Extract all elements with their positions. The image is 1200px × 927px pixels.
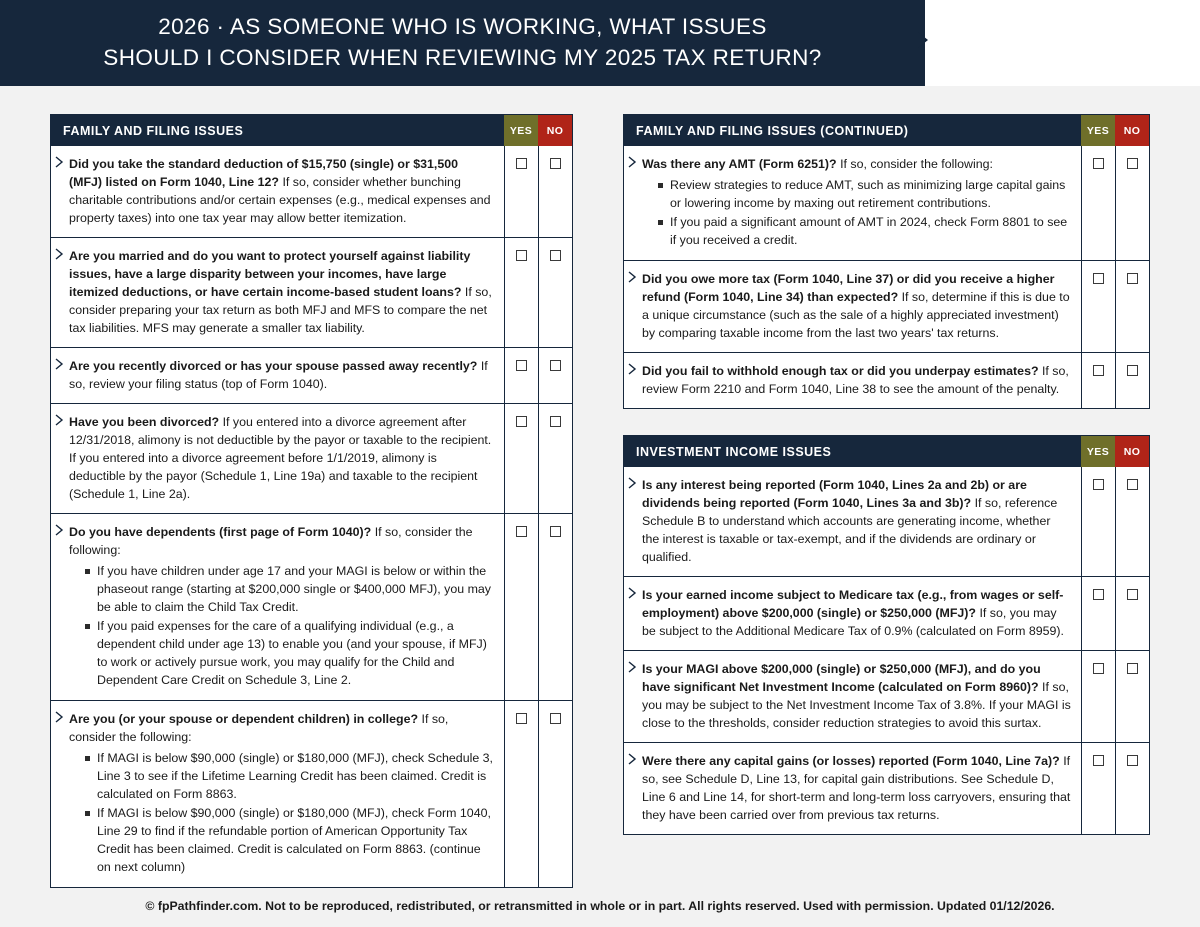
yes-checkbox[interactable] bbox=[1093, 273, 1104, 284]
yes-checkbox[interactable] bbox=[1093, 589, 1104, 600]
no-checkbox[interactable] bbox=[550, 360, 561, 371]
checklist-row bbox=[624, 467, 1149, 577]
footer-disclaimer: © fpPathfinder.com. Not to be reproduced, redistributed, or retransmitted in whole or in part. All rights reserved. Used with permission. Updated 01/12/2026. bbox=[145, 899, 1055, 913]
row-question: Are you (or your spouse or dependent children) in college? bbox=[69, 712, 422, 726]
column-header-no: NO bbox=[1115, 436, 1149, 467]
no-checkbox[interactable] bbox=[1127, 589, 1138, 600]
row-content bbox=[51, 701, 504, 887]
checklist-row bbox=[624, 743, 1149, 834]
row-answer: If so, review your filing status (top of Form 1040). bbox=[69, 359, 488, 391]
row-bullet-list bbox=[69, 562, 494, 689]
no-checkbox[interactable] bbox=[550, 416, 561, 427]
checklist-row bbox=[624, 261, 1149, 353]
checklist-row bbox=[624, 577, 1149, 651]
no-checkbox[interactable] bbox=[550, 526, 561, 537]
row-answer: If so, consider preparing your tax return as both MFJ and MFS to compare the net tax liabilities. MFS may generate a smaller tax liability. bbox=[69, 285, 492, 335]
chevron-right-icon bbox=[55, 711, 64, 723]
row-question: Is your MAGI above $200,000 (single) or $250,000 (MFJ), and do you have significant Net Investment Income (calculated on Form 8960)? bbox=[642, 662, 1043, 694]
row-bullet-item: Review strategies to reduce AMT, such as minimizing large capital gains or lowering income by maxing out retirement contributions. bbox=[658, 176, 1071, 212]
no-checkbox[interactable] bbox=[550, 713, 561, 724]
chevron-right-icon bbox=[628, 271, 637, 283]
row-answer: If so, review Form 2210 and Form 1040, Line 38 to see the amount of the penalty. bbox=[642, 364, 1069, 396]
row-content bbox=[624, 651, 1081, 742]
row-answer: If you entered into a divorce agreement after 12/31/2018, alimony is not deductible by the payor or taxable to the recipient. If you entered into a divorce agreement before 1/1/2019, alimony is deductible by the payor (Schedule 1, Line 19a) and taxable to the recipient (Schedule 1, Line 2a). bbox=[69, 415, 492, 501]
left-column bbox=[50, 114, 573, 914]
row-bullet-item: If MAGI is below $90,000 (single) or $180,000 (MFJ), check Form 1040, Line 29 to find if the refundable portion of American Opportunity Tax Credit has been claimed. Credit is calculated on Form 8863. (continue on next column) bbox=[85, 804, 494, 876]
yes-checkbox[interactable] bbox=[516, 713, 527, 724]
chevron-right-icon bbox=[55, 414, 64, 426]
row-answer: If so, consider the following: bbox=[69, 525, 473, 557]
yes-cell[interactable] bbox=[504, 238, 538, 347]
chevron-right-icon bbox=[628, 156, 637, 168]
column-header-yes: YES bbox=[1081, 115, 1115, 146]
row-content bbox=[51, 348, 504, 403]
row-answer: If so, determine if this is due to a unique circumstance (such as the sale of a highly appreciated investment) by comparing taxable income from the last two years' tax returns. bbox=[642, 290, 1070, 340]
section-title: FAMILY AND FILING ISSUES (CONTINUED) bbox=[636, 123, 909, 138]
yes-cell[interactable] bbox=[504, 701, 538, 887]
chevron-right-icon bbox=[55, 358, 64, 370]
no-cell[interactable] bbox=[1115, 146, 1149, 260]
header-bar bbox=[0, 0, 925, 86]
yes-checkbox[interactable] bbox=[516, 526, 527, 537]
no-checkbox[interactable] bbox=[1127, 479, 1138, 490]
page-title-line1: 2026 · AS SOMEONE WHO IS WORKING, WHAT ISSUES bbox=[158, 14, 767, 39]
page-header bbox=[0, 0, 1200, 86]
yes-checkbox[interactable] bbox=[516, 158, 527, 169]
column-header-no: NO bbox=[1115, 115, 1149, 146]
section-investment-income bbox=[623, 435, 1150, 835]
yes-cell[interactable] bbox=[1081, 146, 1115, 260]
row-bullet-list bbox=[642, 176, 1071, 249]
row-content bbox=[624, 261, 1081, 352]
row-bullet-item: If MAGI is below $90,000 (single) or $180,000 (MFJ), check Schedule 3, Line 3 to see if the Lifetime Learning Credit has been claimed. Credit is calculated on Form 8863. bbox=[85, 749, 494, 803]
row-question: Did you fail to withhold enough tax or did you underpay estimates? bbox=[642, 364, 1042, 378]
row-question: Did you owe more tax (Form 1040, Line 37) or did you receive a higher refund (Form 1040, Line 34) than expected? bbox=[642, 272, 1055, 304]
row-question: Is your earned income subject to Medicare tax (e.g., from wages or self-employment) above $200,000 (single) or $250,000 (MFJ)? bbox=[642, 588, 1064, 620]
yes-cell[interactable] bbox=[1081, 261, 1115, 352]
row-content bbox=[624, 577, 1081, 650]
yes-cell[interactable] bbox=[1081, 577, 1115, 650]
chevron-right-icon bbox=[55, 156, 64, 168]
row-question: Did you take the standard deduction of $15,750 (single) or $31,500 (MFJ) listed on Form 1040, Line 12? bbox=[69, 157, 459, 189]
section-title: INVESTMENT INCOME ISSUES bbox=[636, 444, 832, 459]
row-content bbox=[51, 514, 504, 700]
row-answer: If so, consider whether bunching charitable contributions and/or certain expenses (e.g., medical expenses and property taxes) into one tax year may allow better itemization. bbox=[69, 175, 491, 225]
row-question: Are you married and do you want to protect yourself against liability issues, have a large disparity between your incomes, have large itemized deductions, or have certain income-based student loans? bbox=[69, 249, 471, 299]
yes-checkbox[interactable] bbox=[1093, 365, 1104, 376]
no-cell[interactable] bbox=[1115, 743, 1149, 834]
no-cell[interactable] bbox=[1115, 577, 1149, 650]
row-question: Do you have dependents (first page of Form 1040)? bbox=[69, 525, 375, 539]
checklist-row bbox=[624, 651, 1149, 743]
no-cell[interactable] bbox=[538, 348, 572, 403]
yes-cell[interactable] bbox=[1081, 467, 1115, 576]
no-checkbox[interactable] bbox=[1127, 158, 1138, 169]
section-header bbox=[51, 115, 572, 146]
chevron-right-icon bbox=[628, 753, 637, 765]
row-answer: If so, consider the following: bbox=[69, 712, 449, 744]
row-question: Have you been divorced? bbox=[69, 415, 223, 429]
right-column bbox=[623, 114, 1150, 914]
row-content bbox=[624, 146, 1081, 260]
chevron-right-icon bbox=[55, 524, 64, 536]
checklist-row bbox=[51, 146, 572, 238]
checklist-row bbox=[624, 353, 1149, 408]
row-bullet-item: If you paid a significant amount of AMT in 2024, check Form 8801 to see if you received a credit. bbox=[658, 213, 1071, 249]
no-cell[interactable] bbox=[1115, 261, 1149, 352]
no-cell[interactable] bbox=[1115, 651, 1149, 742]
row-content bbox=[51, 238, 504, 347]
yes-cell[interactable] bbox=[504, 514, 538, 700]
row-answer: If so, reference Schedule B to understand which accounts are generating income, whether the interest is taxable or tax-exempt, and if the dividends are ordinary or qualified. bbox=[642, 496, 1058, 564]
header-arrow-icon bbox=[918, 32, 928, 48]
chevron-right-icon bbox=[628, 363, 637, 375]
no-cell[interactable] bbox=[538, 701, 572, 887]
row-content bbox=[624, 467, 1081, 576]
row-answer: If so, you may be subject to the Net Investment Income Tax of 3.8%. If your MAGI is close to the thresholds, consider reduction strategies to avoid this surtax. bbox=[642, 680, 1071, 730]
chevron-right-icon bbox=[55, 248, 64, 260]
no-checkbox[interactable] bbox=[1127, 365, 1138, 376]
section-header bbox=[624, 436, 1149, 467]
row-bullet-item: If you paid expenses for the care of a qualifying individual (e.g., a dependent child under age 13) to enable you (and your spouse, if MFJ) to work or actively pursue work, you may qualify for the Child and Dependent Care Credit on Schedule 3, Line 2. bbox=[85, 617, 494, 689]
checklist-row bbox=[51, 514, 572, 701]
row-content bbox=[51, 404, 504, 513]
page-title bbox=[0, 0, 925, 73]
section-family-filing bbox=[50, 114, 573, 888]
yes-checkbox[interactable] bbox=[1093, 158, 1104, 169]
no-cell[interactable] bbox=[1115, 353, 1149, 408]
yes-checkbox[interactable] bbox=[516, 416, 527, 427]
no-cell[interactable] bbox=[1115, 467, 1149, 576]
yes-cell[interactable] bbox=[504, 404, 538, 513]
no-cell[interactable] bbox=[538, 146, 572, 237]
no-cell[interactable] bbox=[538, 514, 572, 700]
yes-cell[interactable] bbox=[1081, 353, 1115, 408]
row-answer: If so, you may be subject to the Additional Medicare Tax of 0.9% (calculated on Form 8959). bbox=[642, 606, 1064, 638]
no-cell[interactable] bbox=[538, 404, 572, 513]
no-checkbox[interactable] bbox=[1127, 755, 1138, 766]
chevron-right-icon bbox=[628, 661, 637, 673]
chevron-right-icon bbox=[628, 587, 637, 599]
yes-checkbox[interactable] bbox=[1093, 479, 1104, 490]
checklist-row bbox=[51, 238, 572, 348]
yes-checkbox[interactable] bbox=[1093, 663, 1104, 674]
row-question: Is any interest being reported (Form 1040, Lines 2a and 2b) or are dividends being reported (Form 1040, Lines 3a and 3b)? bbox=[642, 478, 1027, 510]
row-content bbox=[51, 146, 504, 237]
yes-cell[interactable] bbox=[504, 146, 538, 237]
row-bullet-list bbox=[69, 749, 494, 876]
row-answer: If so, consider the following: bbox=[840, 157, 993, 171]
checklist-row bbox=[51, 701, 572, 887]
row-question: Was there any AMT (Form 6251)? bbox=[642, 157, 841, 171]
section-header bbox=[624, 115, 1149, 146]
section-family-filing-continued bbox=[623, 114, 1150, 409]
column-header-yes: YES bbox=[504, 115, 538, 146]
columns-container bbox=[0, 86, 1200, 914]
checklist-row bbox=[51, 348, 572, 404]
chevron-right-icon bbox=[628, 477, 637, 489]
row-content bbox=[624, 353, 1081, 408]
yes-checkbox[interactable] bbox=[1093, 755, 1104, 766]
section-title: FAMILY AND FILING ISSUES bbox=[63, 123, 244, 138]
no-checkbox[interactable] bbox=[550, 250, 561, 261]
row-answer: If so, see Schedule D, Line 13, for capital gain distributions. See Schedule D, Line 6 and Line 14, for short-term and long-term loss carryovers, ensuring that they have been carried over from previous tax returns. bbox=[642, 754, 1071, 822]
page-title-line2: SHOULD I CONSIDER WHEN REVIEWING MY 2025 TAX RETURN? bbox=[103, 45, 822, 70]
no-checkbox[interactable] bbox=[1127, 273, 1138, 284]
yes-cell[interactable] bbox=[1081, 651, 1115, 742]
no-checkbox[interactable] bbox=[1127, 663, 1138, 674]
checklist-row bbox=[624, 146, 1149, 261]
yes-checkbox[interactable] bbox=[516, 360, 527, 371]
row-content bbox=[624, 743, 1081, 834]
row-question: Were there any capital gains (or losses) reported (Form 1040, Line 7a)? bbox=[642, 754, 1064, 768]
no-cell[interactable] bbox=[538, 238, 572, 347]
row-bullet-item: If you have children under age 17 and your MAGI is below or within the phaseout range (starting at $200,000 single or $400,000 MFJ), you may be able to claim the Child Tax Credit. bbox=[85, 562, 494, 616]
column-header-no: NO bbox=[538, 115, 572, 146]
row-question: Are you recently divorced or has your spouse passed away recently? bbox=[69, 359, 481, 373]
yes-cell[interactable] bbox=[504, 348, 538, 403]
yes-checkbox[interactable] bbox=[516, 250, 527, 261]
column-header-yes: YES bbox=[1081, 436, 1115, 467]
checklist-row bbox=[51, 404, 572, 514]
no-checkbox[interactable] bbox=[550, 158, 561, 169]
yes-cell[interactable] bbox=[1081, 743, 1115, 834]
